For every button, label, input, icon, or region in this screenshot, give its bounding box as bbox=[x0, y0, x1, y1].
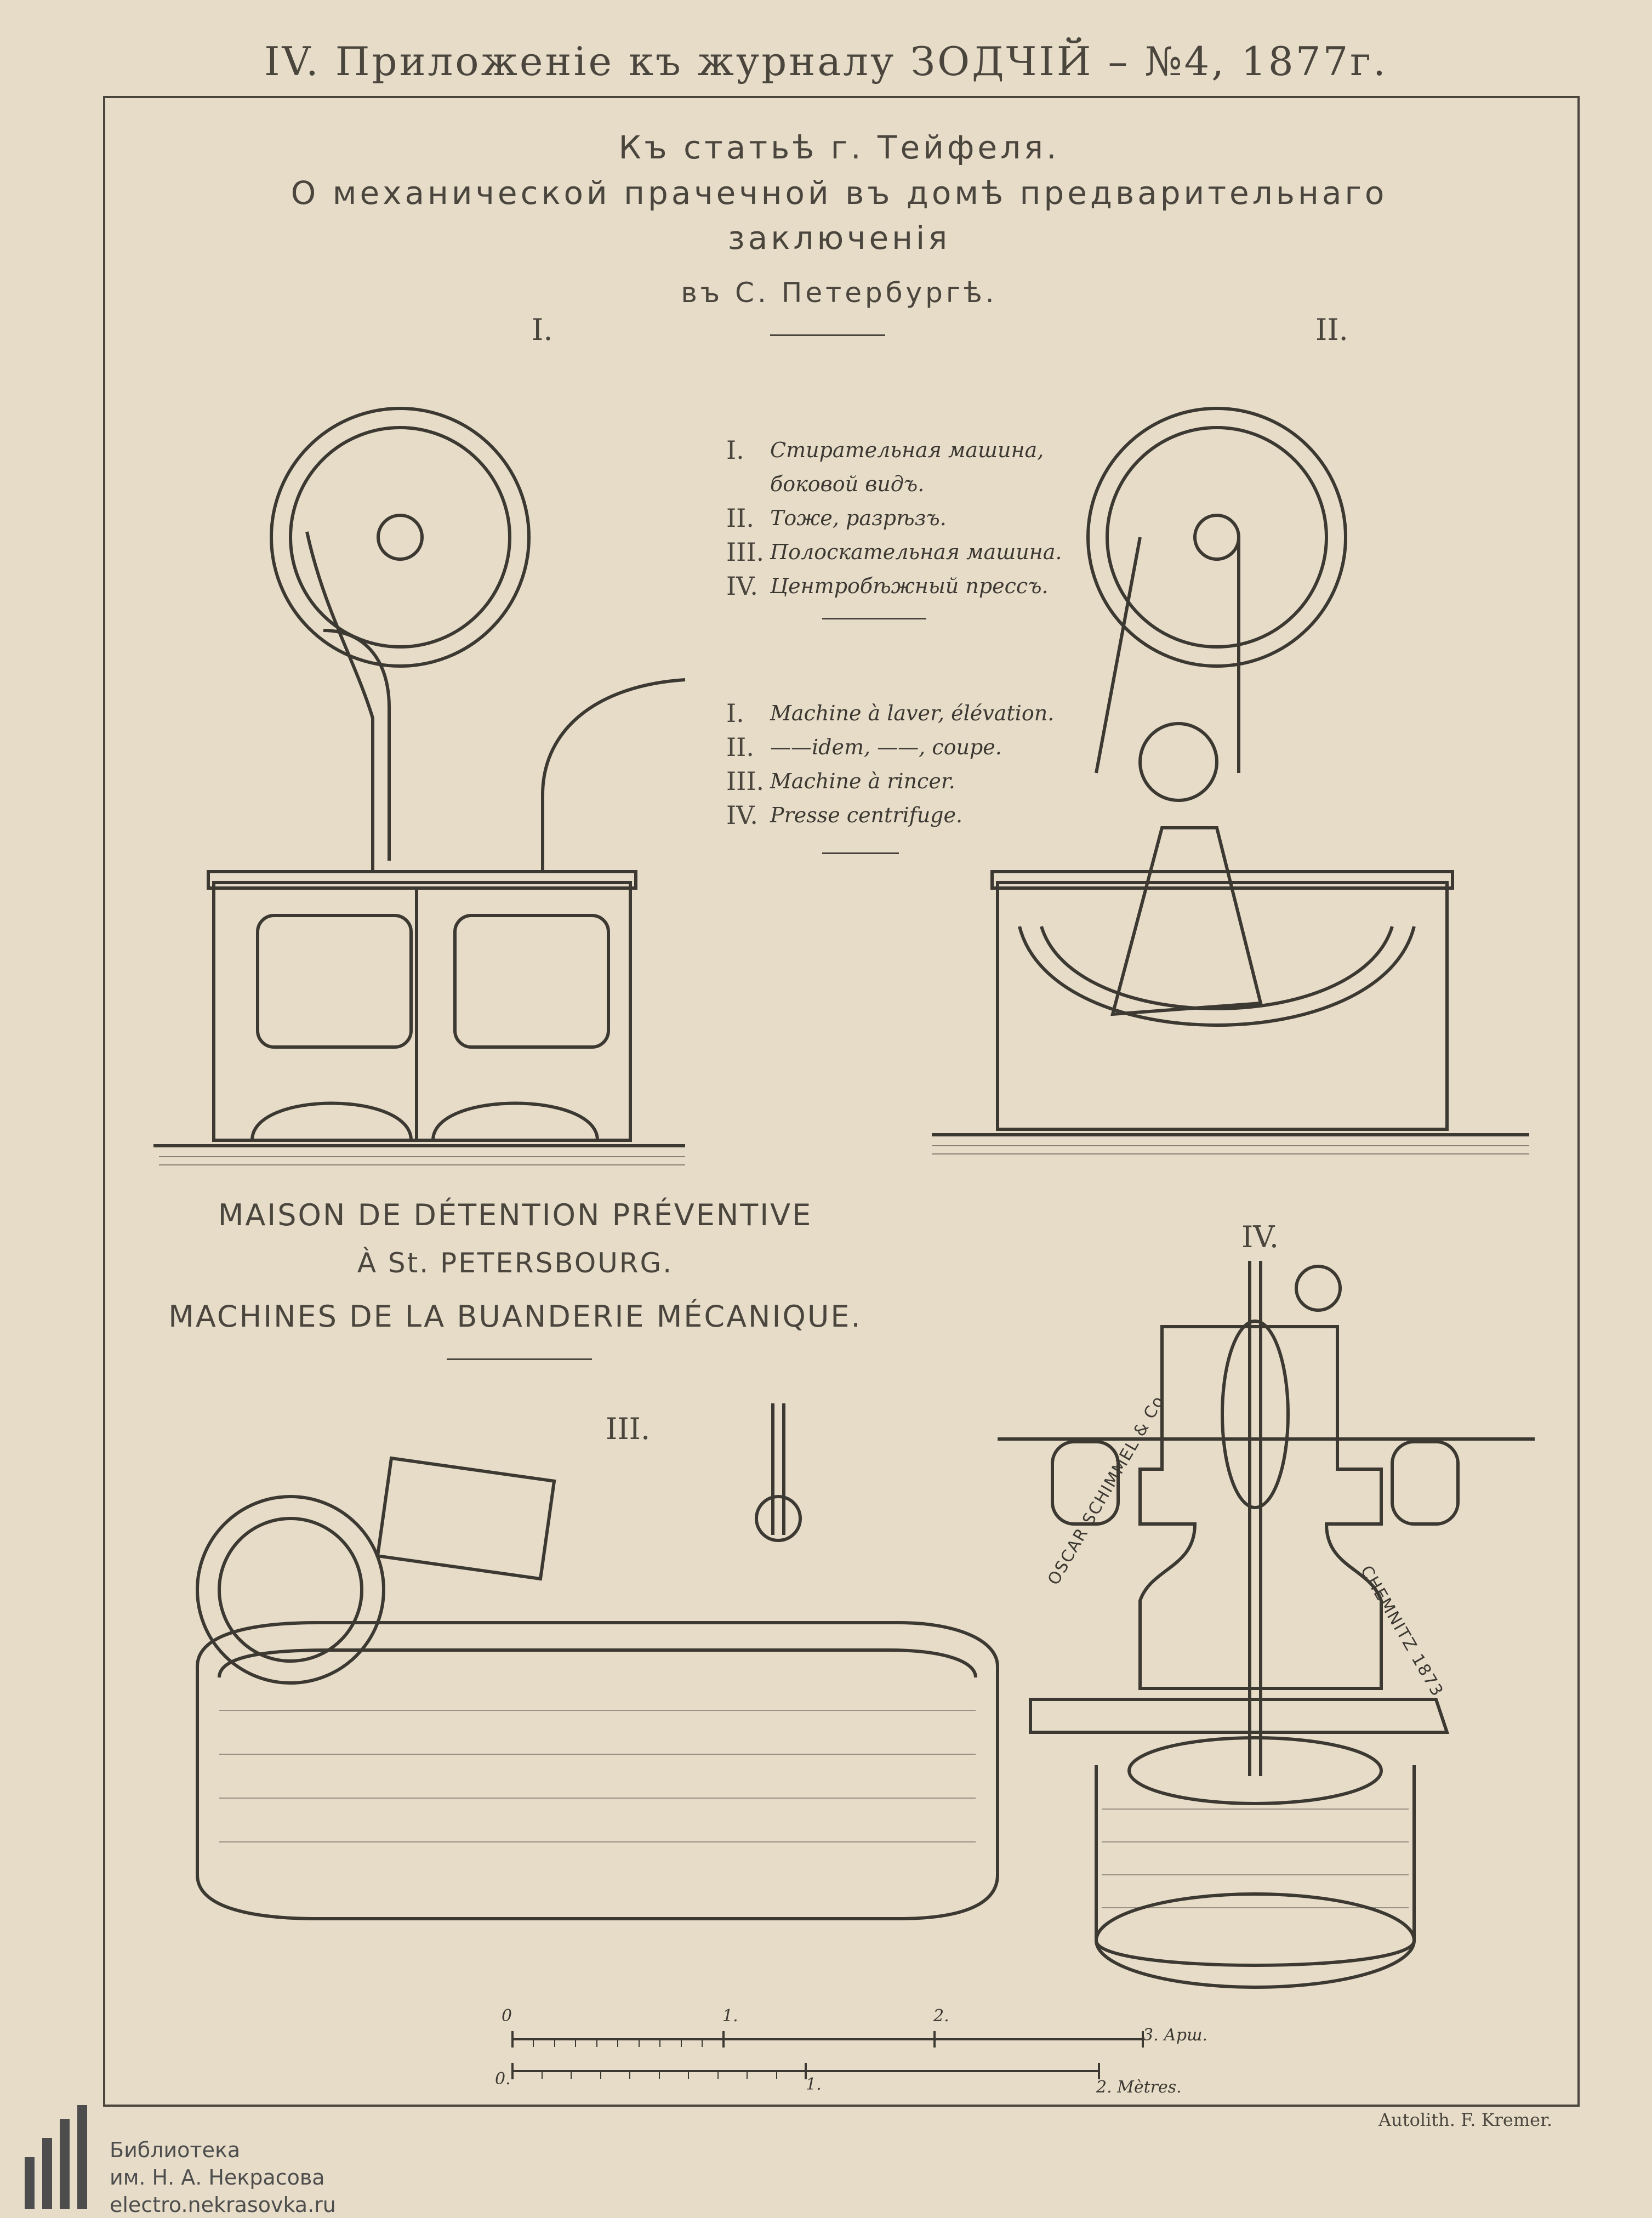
legend-ru-num: III. bbox=[726, 537, 765, 567]
legend-ru-num: II. bbox=[726, 503, 754, 533]
label-fig-4: IV. bbox=[1241, 1220, 1279, 1254]
legend-fr-text: ——idem, ——, coupe. bbox=[770, 735, 1002, 759]
figure-2-washing-machine-section bbox=[932, 378, 1535, 1168]
scale-bottom-label-0: 0. bbox=[495, 2069, 511, 2089]
library-logo-icon bbox=[19, 2105, 101, 2209]
legend-ru-num: I. bbox=[726, 435, 744, 465]
figure-3-rinsing-machine bbox=[186, 1403, 1014, 1952]
maker-mark-left: OSCAR SCHIMMEL & Co bbox=[1044, 1392, 1169, 1589]
legend-ru-num: IV. bbox=[726, 571, 758, 601]
legend-ru-text: Полоскательная машина. bbox=[770, 540, 1062, 564]
title-ru-line2: О механической прачечной въ домѣ предварительнаго bbox=[290, 174, 1388, 212]
title-fr-line1: MAISON DE DÉTENTION PRÉVENTIVE bbox=[218, 1198, 813, 1232]
title-ru-line4: въ С. Петербургѣ. bbox=[681, 277, 998, 309]
legend-fr-text: Machine à rincer. bbox=[770, 769, 955, 793]
maker-mark-right: CHEMNITZ 1873. bbox=[1356, 1562, 1450, 1706]
legend-rule bbox=[822, 852, 899, 854]
title-ru-line1: Къ статьѣ г. Тейфеля. bbox=[618, 129, 1060, 166]
figure-1-washing-machine-elevation bbox=[159, 378, 691, 1168]
scale-bottom-label-2: 2. Mètres. bbox=[1096, 2078, 1182, 2097]
library-name-line1: Библиотека bbox=[110, 2138, 241, 2162]
scale-top-label-3: 3. Арш. bbox=[1143, 2026, 1208, 2045]
library-name-line2: им. Н. А. Некрасова bbox=[110, 2165, 325, 2189]
legend-fr-num: II. bbox=[726, 732, 754, 762]
scale-bottom-label-1: 1. bbox=[806, 2075, 822, 2094]
legend-ru-text: Стирательная машина, bbox=[770, 438, 1044, 462]
legend-fr-text: Presse centrifuge. bbox=[770, 803, 963, 827]
title-fr-rule bbox=[447, 1358, 592, 1360]
title-rule bbox=[770, 334, 885, 336]
legend-ru-text: боковой видъ. bbox=[770, 472, 925, 496]
label-fig-3: III. bbox=[606, 1412, 651, 1446]
library-url-link[interactable]: electro.nekrasovka.ru bbox=[110, 2193, 336, 2217]
scale-top-label-0: 0 bbox=[502, 2006, 512, 2026]
label-fig-2: II. bbox=[1315, 312, 1348, 347]
figure-4-centrifugal-press bbox=[987, 1261, 1551, 1979]
lithographer-signature: Autolith. F. Kremer. bbox=[1378, 2109, 1553, 2130]
legend-ru-text: Тоже, разрѣзъ. bbox=[770, 506, 947, 530]
title-ru-line3: заключенiя bbox=[727, 219, 951, 257]
legend-rule bbox=[822, 618, 926, 619]
title-fr-line2: À St. PETERSBOURG. bbox=[357, 1247, 674, 1279]
legend-fr-num: IV. bbox=[726, 800, 758, 830]
scale-top-label-2: 2. bbox=[933, 2006, 949, 2026]
title-fr-line3: MACHINES DE LA BUANDERIE MÉCANIQUE. bbox=[168, 1299, 862, 1334]
scale-top-label-1: 1. bbox=[722, 2006, 738, 2026]
legend-ru-text: Центробѣжный прессъ. bbox=[770, 574, 1049, 598]
legend-fr-num: III. bbox=[726, 766, 765, 796]
plate-header: IV. Приложенiе къ журналу ЗОДЧIЙ – №4, 1877г. bbox=[264, 38, 1388, 84]
legend-fr-num: I. bbox=[726, 698, 744, 728]
legend-fr-text: Machine à laver, élévation. bbox=[770, 701, 1055, 725]
label-fig-1: I. bbox=[532, 312, 553, 347]
